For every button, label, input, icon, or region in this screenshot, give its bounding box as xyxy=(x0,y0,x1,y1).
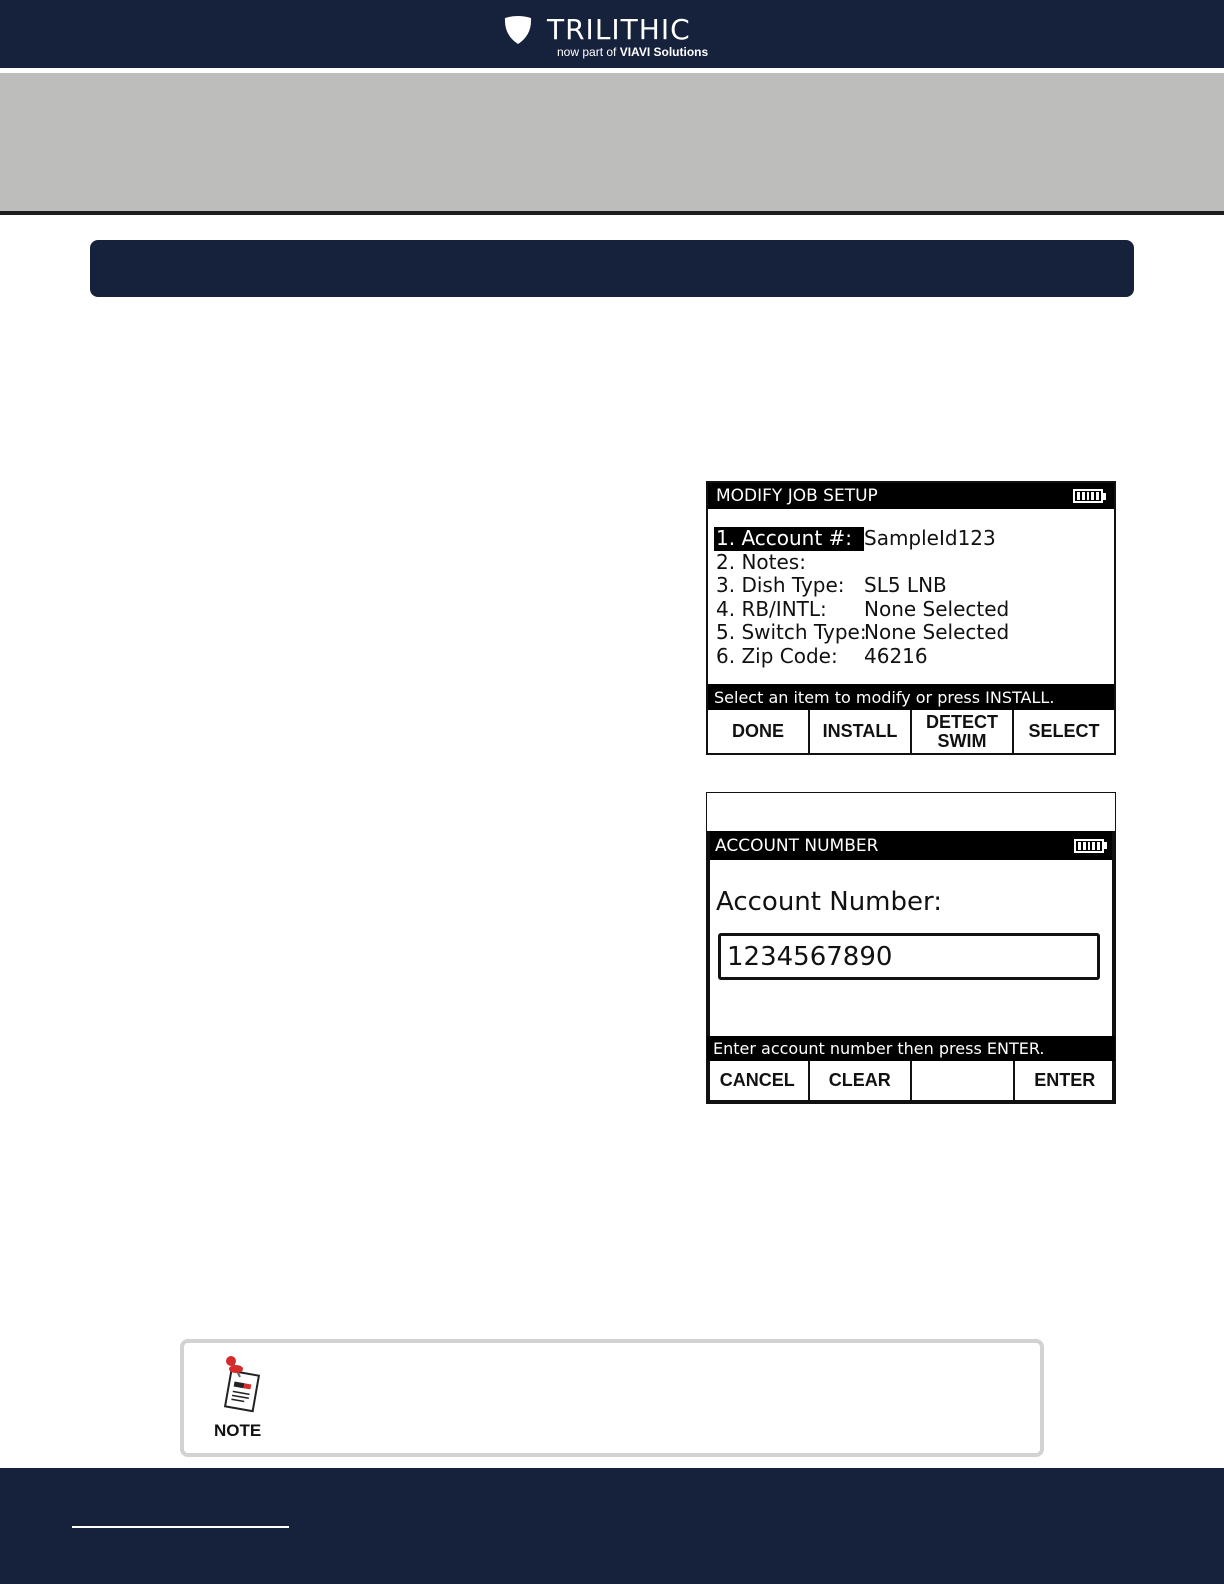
menu-item-rb-intl[interactable]: 4. RB/INTL: None Selected xyxy=(716,596,1010,621)
battery-icon xyxy=(1074,839,1107,853)
status-line: Select an item to modify or press INSTALL. xyxy=(708,684,1114,710)
install-softkey[interactable]: INSTALL xyxy=(808,710,910,753)
detect-swim-softkey[interactable]: DETECT SWIM xyxy=(910,710,1012,753)
section-title-bar xyxy=(90,240,1134,297)
menu-item-switch-type[interactable]: 5. Switch Type: None Selected xyxy=(716,620,1010,644)
brand-name: TRILITHIC xyxy=(547,13,691,46)
clear-softkey[interactable]: CLEAR xyxy=(808,1061,911,1100)
header-divider xyxy=(0,68,1224,71)
battery-icon xyxy=(1073,489,1106,503)
menu-item-dish-type[interactable]: 3. Dish Type: SL5 LNB xyxy=(716,573,947,597)
done-softkey[interactable]: DONE xyxy=(731,721,784,741)
softkey-bar xyxy=(707,1061,1115,1103)
section-banner xyxy=(0,73,1224,211)
account-number-label: Account Number: xyxy=(716,887,942,917)
note-callout xyxy=(180,1339,1044,1457)
modify-job-setup-screen xyxy=(706,481,1116,755)
menu-item-zip-code[interactable]: 6. Zip Code: 46216 xyxy=(716,643,928,668)
account-number-input[interactable]: 1234567890 xyxy=(718,933,1100,980)
screen-title: ACCOUNT NUMBER xyxy=(715,835,879,856)
banner-divider xyxy=(0,211,1224,215)
job-setup-menu xyxy=(714,527,1009,668)
softkey-bar xyxy=(708,710,1114,753)
footer-divider xyxy=(72,1526,289,1528)
screen-title-bar xyxy=(708,483,1114,509)
brand-tagline: now part of VIAVI Solutions xyxy=(557,45,709,59)
note-pin-icon xyxy=(222,1355,262,1417)
menu-item-notes[interactable]: 2. Notes: xyxy=(716,549,806,574)
trilithic-logo xyxy=(503,15,708,59)
select-softkey[interactable]: SELECT xyxy=(1012,710,1114,753)
enter-softkey[interactable]: ENTER xyxy=(1013,1061,1116,1100)
menu-item-account[interactable]: 1. Account #: SampleId123 xyxy=(716,526,996,550)
shield-icon xyxy=(503,15,533,45)
screen-title-bar xyxy=(707,831,1115,860)
page-header xyxy=(0,0,1224,68)
account-number-screen xyxy=(706,792,1116,1104)
status-line: Enter account number then press ENTER. xyxy=(707,1036,1115,1061)
screen-title: MODIFY JOB SETUP xyxy=(716,486,878,506)
note-label: NOTE xyxy=(214,1421,262,1440)
cancel-softkey[interactable]: CANCEL xyxy=(719,1070,795,1090)
blank-softkey[interactable] xyxy=(910,1061,1013,1100)
